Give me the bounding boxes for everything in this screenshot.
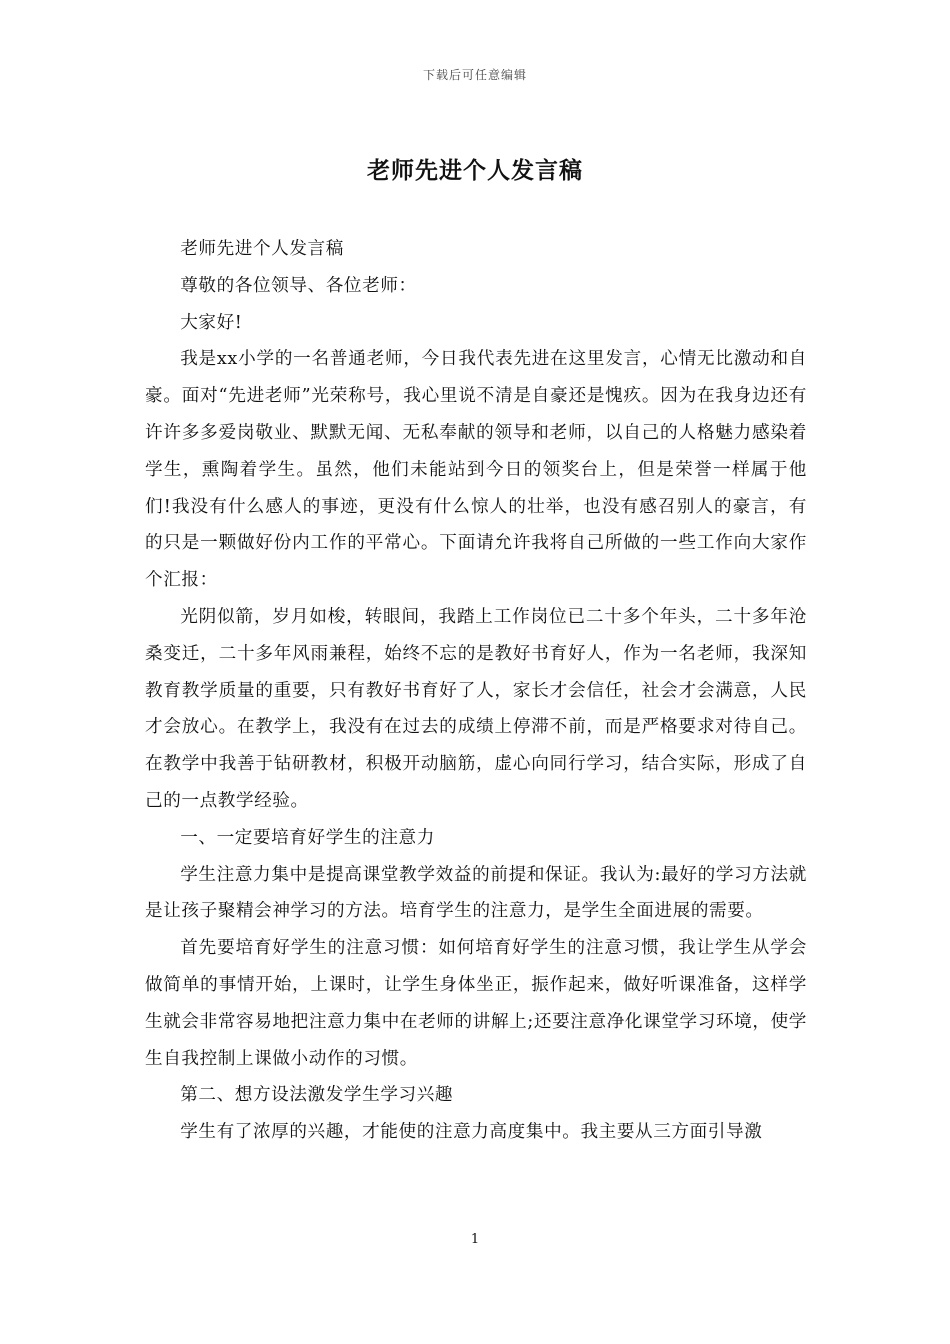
section-heading-interest: 第二、想方设法激发学生学习兴趣 [180,1085,454,1106]
document-title: 老师先进个人发言稿 [367,157,583,184]
paragraph-subtitle: 老师先进个人发言稿 [180,239,344,259]
page-number: 1 [470,1232,480,1247]
paragraph-attention: 学生注意力集中是提高课堂教学效益的前提和保证。我认为:最好的学习方法就是让孩子聚精会神学习的方法。培育学生的注意力，是学生全面进展的需要。 [145,864,807,922]
paragraph-attention-habits: 首先要培育好学生的注意习惯：如何培育好学生的注意习惯，我让学生从学会做简单的事情开始，上课时，让学生身体坐正，振作起来，做好听课准备，这样学生就会非常容易地把注意力集中在老师的讲解上;还要注意净化课堂学习环境，使学生自我控制上课做小动作的习惯。 [145,938,807,1069]
paragraph-introduction: 我是xx小学的一名普通老师，今日我代表先进在这里发言，心情无比激动和自豪。面对“先进老师”光荣称号，我心里说不清是自豪还是愧疚。因为在我身边还有许许多多爱岗敬业、默默无闻、无私奉献的领导和老师，以自己的人格魅力感染着学生，熏陶着学生。虽然，他们未能站到今日的领奖台上，但是荣誉一样属于他们!我没有什么感人的事迹，更没有什么惊人的壮举，也没有感召别人的豪言，有的只是一颗做好份内工作的平常心。下面请允许我将自己所做的一些工作向大家作个汇报： [145,349,807,591]
section-heading-attention: 一、一定要培育好学生的注意力 [180,827,435,848]
paragraph-interest: 学生有了浓厚的兴趣，才能使的注意力高度集中。我主要从三方面引导激 [180,1122,763,1143]
paragraph-greeting: 大家好! [180,312,243,333]
document-body [145,231,807,1151]
page-header: 下载后可任意编辑 [422,68,527,82]
paragraph-experience: 光阴似箭，岁月如梭，转眼间，我踏上工作岗位已二十多个年头，二十多年沧桑变迁，二十多年风雨兼程，始终不忘的是教好书育好人，作为一名老师，我深知教育教学质量的重要，只有教好书育好了人，家长才会信任，社会才会满意，人民才会放心。在教学上，我没有在过去的成绩上停滞不前，而是严格要求对待自己。在教学中我善于钻研教材，积极开动脑筋，虚心向同行学习，结合实际，形成了自己的一点教学经验。 [145,606,807,811]
paragraph-salutation: 尊敬的各位领导、各位老师： [180,275,417,296]
